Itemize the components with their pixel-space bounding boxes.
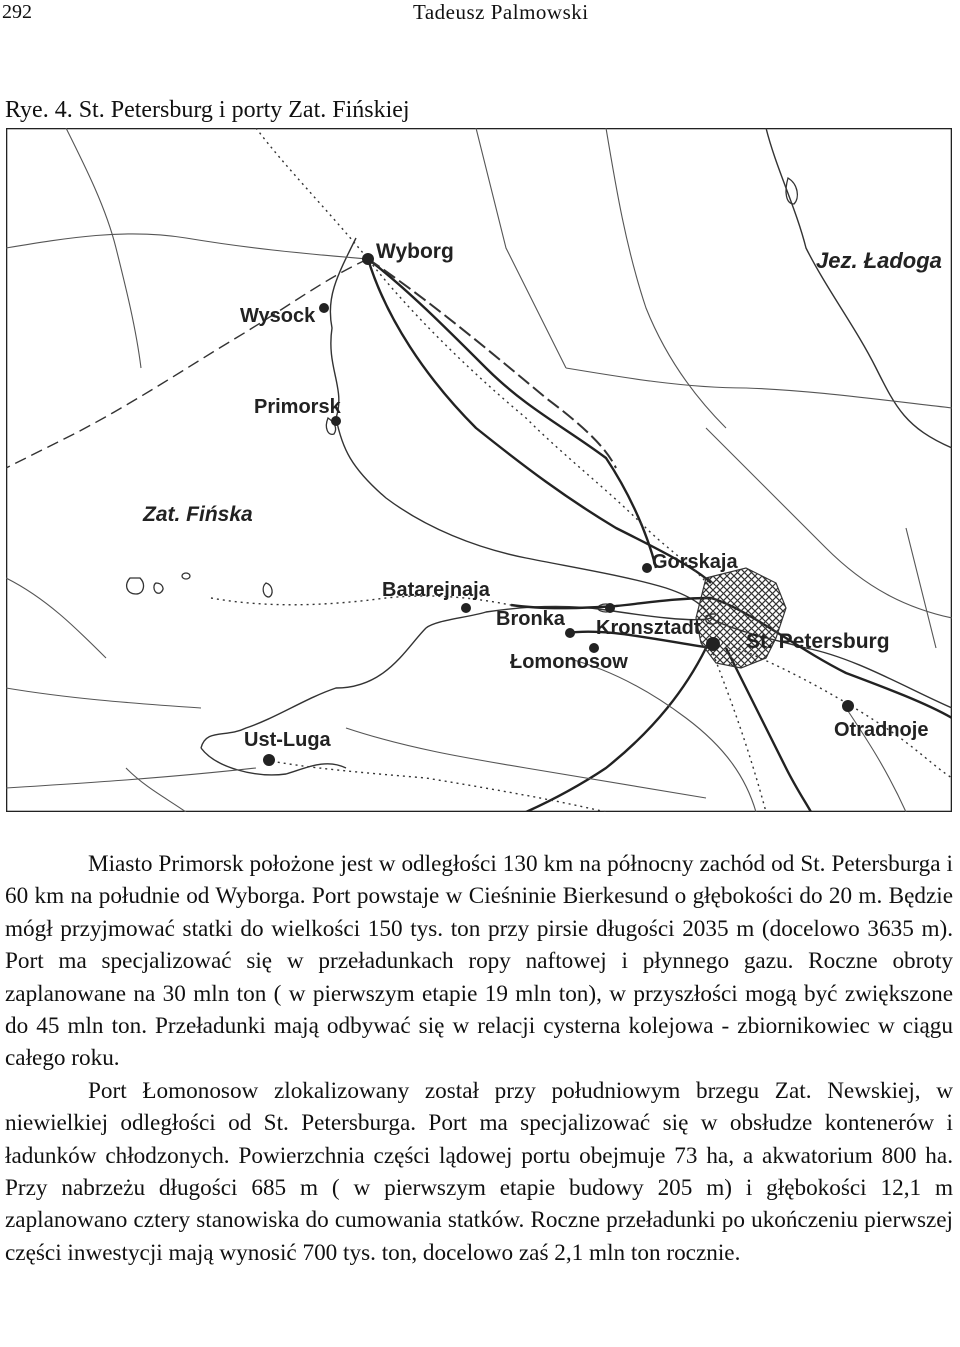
body-text xyxy=(5,848,953,1269)
page-header xyxy=(0,0,960,30)
label-jez-ladoga: Jez. Ładoga xyxy=(816,248,942,273)
label-gorskaja: Gorskaja xyxy=(652,551,738,573)
wyborg-marker xyxy=(362,253,374,265)
label-zat-finska: Zat. Fińska xyxy=(143,503,253,526)
paragraph-primorsk: Miasto Primorsk położone jest w odległości 130 km na północny zachód od St. Petersburga i 60 km na południe od Wyborga. Port powstaje w Cieśninie Bierkesund o głębokości do 20 m. Będzie mógł przyjmować statki do wielkości 150 tys. ton przy pirsie długości 2035 m (docelowo 3635 m). Port ma specjalizować się w przeładunkach ropy naftowej i płynnego gazu. Roczne obroty zaplanowane na 30 mln ton ( w pierwszym etapie 19 mln ton), w przyszłości mogą być zwiększone do 45 mln ton. Przeładunki mają odbywać się w relacji cysterna kolejowa - zbiornikowiec w ciągu całego roku. xyxy=(5,851,953,1072)
label-otradnoje: Otradnoje xyxy=(834,719,929,741)
label-kronsztadt: Kronsztadt xyxy=(596,617,701,639)
map-figure xyxy=(6,128,952,812)
label-primorsk: Primorsk xyxy=(254,396,341,418)
label-wyborg: Wyborg xyxy=(376,240,454,263)
label-bronka: Bronka xyxy=(496,608,565,630)
paragraph-lomonosow: Port Łomonosow zlokalizowany został przy południowym brzegu Zat. Newskiej, w niewielkiej odległości od St. Petersburga. Port ma specjalizować się w obsłudze kontenerów i ładunków chłodzonych. Powierzchnia części lądowej portu obejmuje 73 ha, a akwatorium 800 ha. Przy nabrzeżu długości 685 m ( w pierwszym etapie budowy 205 m) i głębokości 12,1 m zaplanowano cztery stanowiska do cumowania statków. Roczne przeładunki po ukończeniu pierwszej części inwestycji mają wynosić 700 tys. ton, docelowo zaś 2,1 mln ton rocznie. xyxy=(5,1077,953,1266)
running-head: Tadeusz Palmowski xyxy=(413,0,589,24)
label-batarejnaja: Batarejnaja xyxy=(382,579,490,601)
figure-caption: Rye. 4. St. Petersburg i porty Zat. Fińskiej xyxy=(5,97,410,123)
page-number: 292 xyxy=(2,1,32,23)
label-wysock: Wysock xyxy=(240,305,316,327)
label-st-petersburg: St. Petersburg xyxy=(746,630,890,653)
bronka-marker xyxy=(565,628,575,638)
batarejnaja-marker xyxy=(461,603,471,613)
st-petersburg-marker xyxy=(706,637,720,651)
wysock-marker xyxy=(319,303,329,313)
otradnoje-marker xyxy=(842,700,854,712)
ust-luga-marker xyxy=(263,754,275,766)
label-lomonosow: Łomonosow xyxy=(510,651,628,673)
kronsztadt-marker xyxy=(605,603,615,613)
gorskaja-marker xyxy=(642,563,652,573)
label-ust-luga: Ust-Luga xyxy=(244,729,331,751)
